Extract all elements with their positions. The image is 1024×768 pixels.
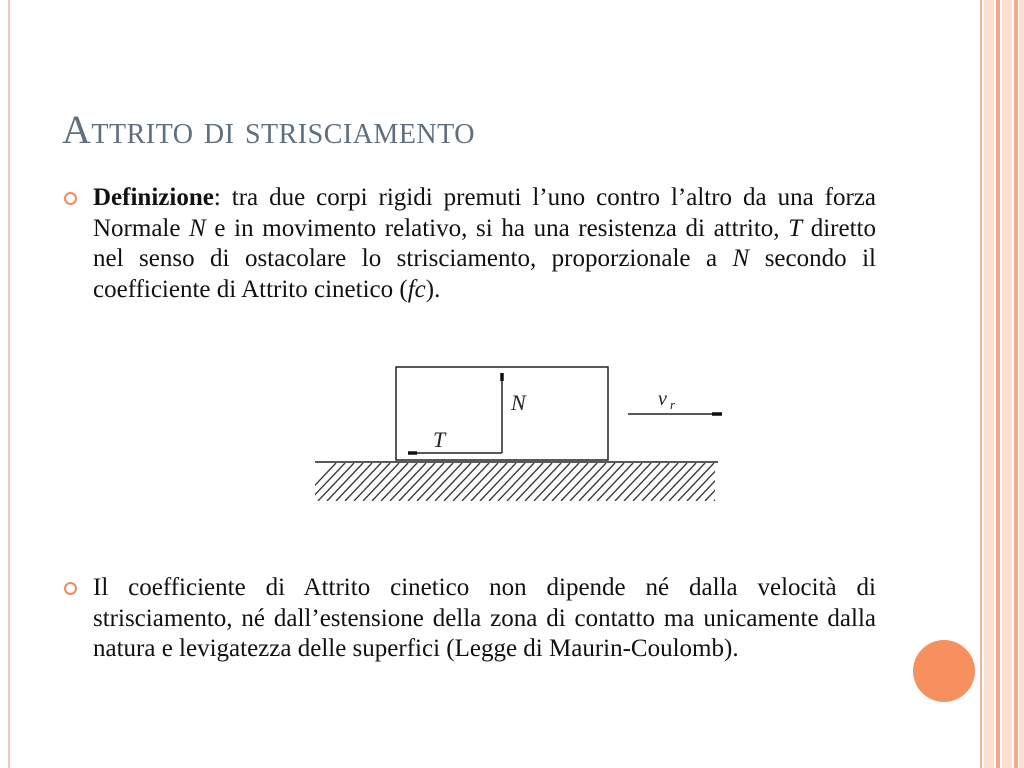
hatch-line — [318, 463, 354, 501]
symbol-t: T — [788, 214, 803, 242]
text-segment: ). — [425, 275, 441, 303]
hatch-line — [480, 463, 516, 501]
hatch-line — [336, 463, 372, 501]
hatch-line — [426, 463, 462, 501]
hatch-line — [633, 463, 669, 501]
hatch-line — [507, 463, 543, 501]
label-t: T — [433, 427, 446, 452]
hatch-line — [390, 463, 426, 501]
hatch-line — [525, 463, 561, 501]
hatch-line — [570, 463, 606, 501]
hatch-line — [408, 463, 444, 501]
friction-diagram — [300, 355, 740, 510]
hatch-line — [516, 463, 552, 501]
symbol-n: N — [732, 245, 750, 272]
hatch-line — [309, 463, 345, 501]
text-segment: diretto nel senso di ostacolare lo strisciamento, proporzionale a — [93, 214, 876, 272]
stripe — [1002, 0, 1012, 768]
stripe — [1014, 0, 1018, 768]
circle-bullet-icon — [64, 192, 77, 205]
hatch-line — [552, 463, 588, 501]
hatch-line — [660, 463, 696, 501]
ground-hatching — [300, 463, 740, 501]
hatch-line — [399, 463, 435, 501]
hatch-line — [489, 463, 525, 501]
hatch-line — [624, 463, 660, 501]
hatch-line — [498, 463, 534, 501]
hatch-line — [588, 463, 624, 501]
hatch-line — [363, 463, 399, 501]
hatch-line — [417, 463, 453, 501]
bullet-definition-text — [93, 183, 876, 305]
hatch-line — [543, 463, 579, 501]
hatch-line — [651, 463, 687, 501]
left-border-line — [8, 0, 10, 768]
label-n: N — [511, 390, 526, 415]
hatch-line — [435, 463, 471, 501]
hatch-line — [597, 463, 633, 501]
hatch-line — [687, 463, 723, 501]
hatch-line — [732, 463, 740, 501]
stripe — [980, 0, 982, 768]
hatch-line — [453, 463, 489, 501]
hatch-line — [696, 463, 732, 501]
hatch-line — [642, 463, 678, 501]
hatch-line — [444, 463, 480, 501]
hatch-line — [372, 463, 408, 501]
hatch-line — [678, 463, 714, 501]
definition-term: Definizione — [93, 184, 214, 211]
right-decorative-stripes — [976, 0, 1024, 768]
hatch-line — [345, 463, 381, 501]
hatch-line — [705, 463, 740, 501]
hatch-line — [606, 463, 642, 501]
symbol-n: N — [189, 214, 206, 242]
symbol-fc: fc — [407, 275, 426, 303]
hatch-line — [462, 463, 498, 501]
label-v-subscript: r — [670, 397, 676, 412]
hatch-line — [669, 463, 705, 501]
hatch-line — [714, 463, 740, 501]
hatch-line — [381, 463, 417, 501]
hatch-line — [723, 463, 740, 501]
slide-title: Attrito di strisciamento — [62, 107, 475, 152]
bullet-coefficient-text: Il coefficiente di Attrito cinetico non dipende né dalla velocità di strisciamento, né dall’estensione della zona di contatto ma unicamente dalla natura e levigatezza delle superfici (Legge di Maurin-Coulomb). — [93, 574, 876, 662]
bullet-coefficient — [64, 573, 876, 665]
hatch-line — [327, 463, 363, 501]
stripe — [984, 0, 994, 768]
hatch-line — [354, 463, 390, 501]
hatch-line — [471, 463, 507, 501]
circle-bullet-icon — [64, 582, 77, 595]
hatch-line — [579, 463, 615, 501]
bullet-definition — [64, 183, 876, 305]
text-segment: secondo il coefficiente di Attrito cinetico ( — [93, 245, 876, 303]
label-v: v — [658, 388, 667, 410]
text-segment: : tra due corpi rigidi premuti l’uno contro l’altro da una forza Normale — [93, 184, 876, 242]
hatch-line — [561, 463, 597, 501]
stripe — [996, 0, 1000, 768]
orange-circle-icon — [913, 640, 975, 702]
hatch-line — [615, 463, 651, 501]
hatch-line — [534, 463, 570, 501]
stripe — [1019, 0, 1024, 768]
hatch-line — [300, 463, 336, 501]
text-segment: e in movimento relativo, si ha una resistenza di attrito, — [205, 214, 789, 242]
